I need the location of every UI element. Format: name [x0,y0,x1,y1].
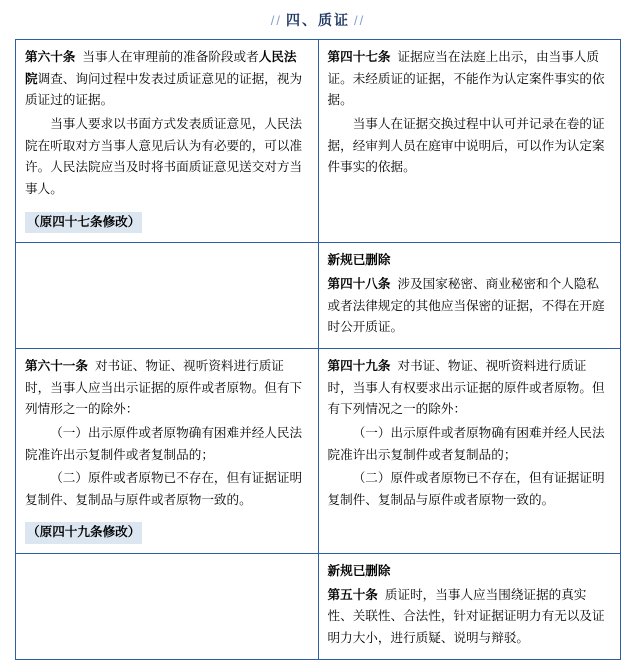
article-number: 第六十条 [25,50,76,64]
table-row [16,40,621,243]
article-text: 当事人在审理前的准备阶段或者人民法院调查、询问过程中发表过质证意见的证据，视为质证过的证据。 [25,50,303,108]
heading-ornament-right: // [354,13,366,28]
article-paragraph [25,47,309,112]
heading-ornament-left: // [270,13,282,28]
old-rule-cell [318,554,621,660]
new-rule-cell-empty [16,243,319,349]
article-item: （一）出示原件或者原物确有困难并经人民法院准许出示复制件或者复制品的； [327,425,605,462]
heading-title: 四、质证 [286,12,350,28]
article-paragraph [328,274,612,339]
article-paragraph: 当事人要求以书面方式发表质证意见，人民法院在听取对方当事人意见后认为有必要的，可以准许。人民法院应当及时将书面质证意见送交对方当事人。 [25,116,303,196]
amendment-note-wrap [25,203,309,234]
table-row [16,348,621,553]
article-number: 第四十九条 [327,358,391,373]
section-heading [0,0,636,39]
deleted-badge: 新规已删除 [327,564,391,579]
old-rule-cell [318,243,621,349]
deleted-badge: 新规已删除 [327,253,391,268]
new-rule-cell [16,40,319,243]
article-item: （二）原件或者原物已不存在，但有证据证明复制件、复制品与原件或者原物一致的。 [327,471,605,507]
article-item: （一）出示原件或者原物确有困难并经人民法院准许出示复制件或者复制品的； [25,425,303,462]
table-row [16,243,621,349]
article-text: 质证时，当事人应当围绕证据的真实性、关联性、合法性，针对证据证明力有无以及证明力大小，进行质疑、说明与辩驳。 [327,587,605,646]
article-text: 对书证、物证、视听资料进行质证时，当事人应当出示证据的原件或者原物。但有下列情形之一的除外： [25,358,303,417]
article-text: 涉及国家秘密、商业秘密和个人隐私或者法律规定的其他应当保密的证据，不得在开庭时公开质证。 [327,276,605,335]
new-rule-cell [16,348,319,553]
article-paragraph [25,356,309,421]
emphasis-text: 人民法院 [25,50,297,86]
article-number: 第六十一条 [25,358,88,373]
article-item: （二）原件或者原物已不存在，但有证据证明复制件、复制品与原件或者原物一致的。 [25,471,303,507]
amendment-tag: （原四十九条修改） [25,522,142,544]
comparison-table [15,39,621,660]
article-paragraph [328,47,612,112]
new-rule-cell-empty [16,554,319,660]
article-number: 第四十八条 [327,276,391,291]
amendment-note-wrap [25,513,309,544]
article-paragraph: 当事人在证据交换过程中认可并记录在卷的证据，经审判人员在庭审中说明后，可以作为认定案件事实的依据。 [327,116,605,175]
old-rule-cell [318,40,621,243]
table-row [16,554,621,660]
article-paragraph [328,585,612,650]
old-rule-cell [318,348,621,553]
amendment-tag: （原四十七条修改） [25,212,142,234]
article-paragraph [328,356,612,421]
article-number: 第四十七条 [327,50,391,64]
article-number: 第五十条 [327,587,378,602]
article-text: 证据应当在法庭上出示，由当事人质证。未经质证的证据，不能作为认定案件事实的依据。 [327,50,605,108]
article-text: 对书证、物证、视听资料进行质证时，当事人有权要求出示证据的原件或者原物。但有下列情况之一的除外： [327,358,605,417]
